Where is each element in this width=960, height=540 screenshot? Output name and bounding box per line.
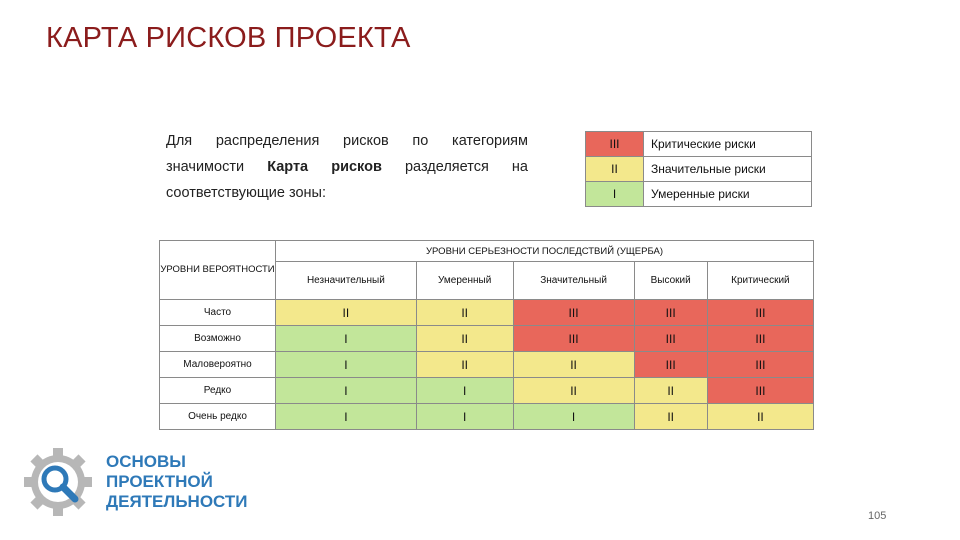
- intro-text-3: соответствующие зоны:: [166, 185, 326, 201]
- matrix-row: [160, 378, 814, 404]
- intro-paragraph: [166, 128, 528, 206]
- probability-row-label: Возможно: [160, 326, 276, 352]
- logo-line: ОСНОВЫ: [106, 452, 186, 471]
- risk-cell: III: [634, 352, 707, 378]
- risk-cell: I: [416, 404, 513, 430]
- risk-cell: III: [707, 378, 813, 404]
- risk-legend: [585, 131, 812, 207]
- risk-cell: III: [707, 352, 813, 378]
- probability-levels-header: УРОВНИ ВЕРОЯТНОСТИ: [160, 241, 276, 300]
- legend-level: I: [586, 182, 644, 207]
- intro-bold-term: Карта рисков: [267, 159, 382, 175]
- severity-column-header: Значительный: [513, 262, 634, 300]
- risk-cell: II: [416, 326, 513, 352]
- risk-cell: I: [416, 378, 513, 404]
- risk-cell: III: [707, 326, 813, 352]
- risk-cell: I: [276, 404, 417, 430]
- intro-text-1: Для распределения рисков по категориям значимости: [166, 133, 528, 175]
- slide-title: КАРТА РИСКОВ ПРОЕКТА: [46, 22, 411, 54]
- risk-cell: I: [276, 378, 417, 404]
- risk-cell: I: [276, 352, 417, 378]
- risk-cell: II: [634, 378, 707, 404]
- severity-column-header: Критический: [707, 262, 813, 300]
- legend-label: Критические риски: [644, 132, 812, 157]
- risk-cell: III: [634, 326, 707, 352]
- risk-cell: II: [707, 404, 813, 430]
- logo-line: ДЕЯТЕЛЬНОСТИ: [106, 492, 248, 511]
- legend-row-significant: [586, 157, 812, 182]
- risk-cell: II: [513, 352, 634, 378]
- logo-line: ПРОЕКТНОЙ: [106, 472, 213, 491]
- probability-row-label: Маловероятно: [160, 352, 276, 378]
- severity-column-header: Умеренный: [416, 262, 513, 300]
- risk-cell: III: [634, 300, 707, 326]
- logo-text: [106, 452, 248, 512]
- page-number: 105: [868, 510, 887, 522]
- risk-cell: III: [513, 326, 634, 352]
- logo-icon: [22, 446, 94, 523]
- risk-cell: III: [513, 300, 634, 326]
- risk-matrix: [159, 240, 814, 430]
- legend-row-moderate: [586, 182, 812, 207]
- probability-row-label: Очень редко: [160, 404, 276, 430]
- matrix-row: [160, 404, 814, 430]
- risk-cell: I: [276, 326, 417, 352]
- intro-text-2: разделяется на: [381, 159, 528, 175]
- risk-cell: II: [416, 352, 513, 378]
- matrix-row: [160, 352, 814, 378]
- legend-level: III: [586, 132, 644, 157]
- probability-row-label: Редко: [160, 378, 276, 404]
- risk-cell: III: [707, 300, 813, 326]
- legend-row-critical: [586, 132, 812, 157]
- matrix-row: [160, 300, 814, 326]
- severity-column-header: Высокий: [634, 262, 707, 300]
- risk-cell: II: [513, 378, 634, 404]
- risk-cell: II: [416, 300, 513, 326]
- risk-cell: II: [276, 300, 417, 326]
- severity-column-header: Незначительный: [276, 262, 417, 300]
- legend-label: Умеренные риски: [644, 182, 812, 207]
- matrix-row: [160, 326, 814, 352]
- risk-cell: I: [513, 404, 634, 430]
- legend-label: Значительные риски: [644, 157, 812, 182]
- risk-cell: II: [634, 404, 707, 430]
- legend-level: II: [586, 157, 644, 182]
- probability-row-label: Часто: [160, 300, 276, 326]
- severity-levels-header: УРОВНИ СЕРЬЕЗНОСТИ ПОСЛЕДСТВИЙ (УЩЕРБА): [276, 241, 814, 262]
